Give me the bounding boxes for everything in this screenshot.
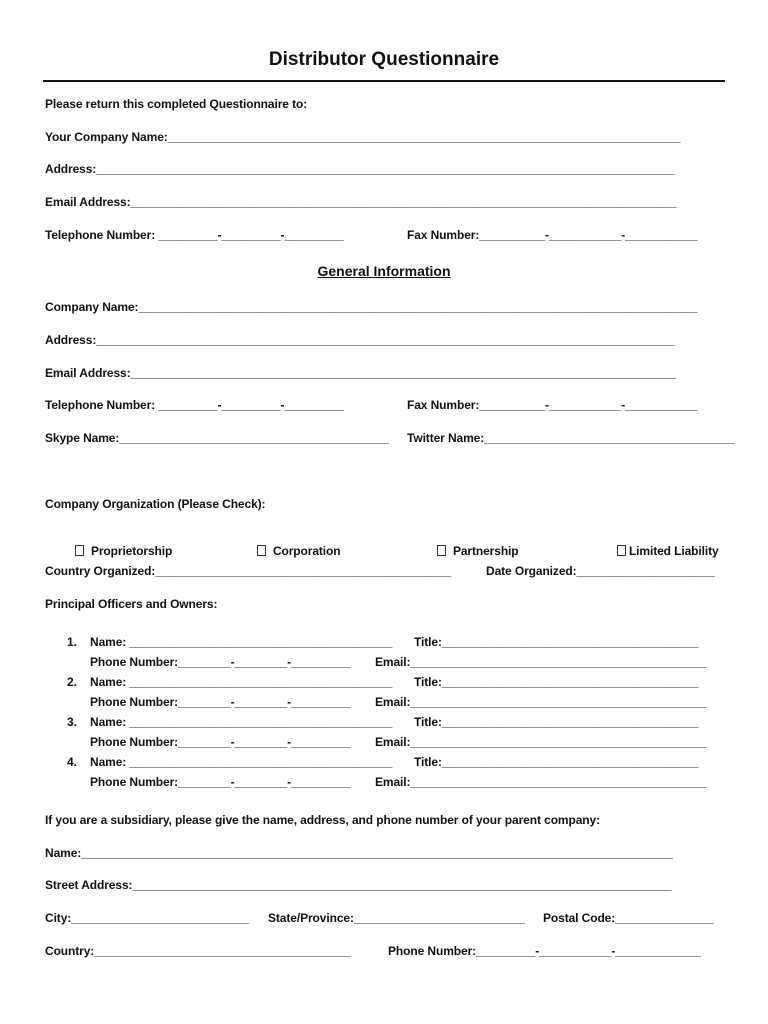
- officer-email-field[interactable]: Email:_____________________________________________: [375, 695, 707, 709]
- email-field[interactable]: Email Address:___________________________________________________________________________________: [45, 366, 677, 380]
- officer-title-field[interactable]: Title:_______________________________________: [414, 635, 699, 649]
- checkbox-icon[interactable]: [257, 545, 266, 556]
- parent-country-field[interactable]: Country:_______________________________________: [45, 944, 351, 958]
- parent-street-field[interactable]: Street Address:__________________________________________________________________________________: [45, 878, 672, 892]
- general-information-heading: General Information: [317, 263, 451, 279]
- officers-label: Principal Officers and Owners:: [45, 597, 218, 611]
- officer-number: 1.: [67, 635, 78, 649]
- option-label: Proprietorship: [90, 544, 173, 558]
- checkbox-icon[interactable]: [437, 545, 446, 556]
- officer-title-field[interactable]: Title:_______________________________________: [414, 715, 699, 729]
- return-intro: Please return this completed Questionnaire to:: [45, 97, 308, 111]
- option-label: Limited Liability: [628, 544, 719, 558]
- officer-email-field[interactable]: Email:_____________________________________________: [375, 775, 707, 789]
- company-name-field[interactable]: Company Name:_____________________________________________________________________________________: [45, 300, 698, 314]
- officer-name-field[interactable]: Name: ________________________________________: [90, 755, 393, 769]
- officer-name-field[interactable]: Name: ________________________________________: [90, 715, 393, 729]
- parent-intro: If you are a subsidiary, please give the name, address, and phone number of your parent company:: [45, 813, 600, 827]
- organization-label: Company Organization (Please Check):: [45, 497, 266, 511]
- telephone-field[interactable]: Telephone Number: _________-_________-_________: [45, 398, 344, 412]
- officer-name-field[interactable]: Name: ________________________________________: [90, 635, 393, 649]
- country-organized-field[interactable]: Country Organized:_____________________________________________: [45, 564, 452, 578]
- option-label: Corporation: [272, 544, 341, 558]
- officer-name-field[interactable]: Name: ________________________________________: [90, 675, 393, 689]
- officer-title-field[interactable]: Title:_______________________________________: [414, 755, 699, 769]
- date-organized-field[interactable]: Date Organized:_____________________: [486, 564, 715, 578]
- checkbox-icon[interactable]: [617, 545, 626, 556]
- fax-field[interactable]: Fax Number:__________-___________-___________: [407, 398, 698, 412]
- return-telephone-field[interactable]: Telephone Number: _________-_________-_________: [45, 228, 344, 242]
- return-company-name-field[interactable]: Your Company Name:______________________________________________________________________________: [45, 130, 681, 144]
- officer-phone-field[interactable]: Phone Number:________-________-_________: [90, 695, 351, 709]
- return-email-field[interactable]: Email Address:___________________________________________________________________________________: [45, 195, 677, 209]
- parent-state-field[interactable]: State/Province:__________________________: [268, 911, 525, 925]
- parent-postal-field[interactable]: Postal Code:_______________: [543, 911, 714, 925]
- parent-city-field[interactable]: City:___________________________: [45, 911, 249, 925]
- officer-phone-field[interactable]: Phone Number:________-________-_________: [90, 775, 351, 789]
- officer-email-field[interactable]: Email:_____________________________________________: [375, 735, 707, 749]
- option-label: Partnership: [452, 544, 519, 558]
- officer-number: 4.: [67, 755, 78, 769]
- officer-title-field[interactable]: Title:_______________________________________: [414, 675, 699, 689]
- parent-phone-field[interactable]: Phone Number:_________-___________-_____________: [388, 944, 701, 958]
- officer-number: 3.: [67, 715, 78, 729]
- skype-field[interactable]: Skype Name:_________________________________________: [45, 431, 389, 445]
- parent-name-field[interactable]: Name:__________________________________________________________________________________________: [45, 846, 673, 860]
- officer-number: 2.: [67, 675, 78, 689]
- page-title: Distributor Questionnaire: [268, 49, 500, 70]
- title-rule: [43, 80, 725, 82]
- officer-phone-field[interactable]: Phone Number:________-________-_________: [90, 735, 351, 749]
- twitter-field[interactable]: Twitter Name:______________________________________: [407, 431, 734, 445]
- checkbox-icon[interactable]: [75, 545, 84, 556]
- officer-phone-field[interactable]: Phone Number:________-________-_________: [90, 655, 351, 669]
- return-fax-field[interactable]: Fax Number:__________-___________-___________: [407, 228, 698, 242]
- address-field[interactable]: Address:________________________________________________________________________________________: [45, 333, 675, 347]
- return-address-field[interactable]: Address:________________________________________________________________________________________: [45, 162, 675, 176]
- officer-email-field[interactable]: Email:_____________________________________________: [375, 655, 707, 669]
